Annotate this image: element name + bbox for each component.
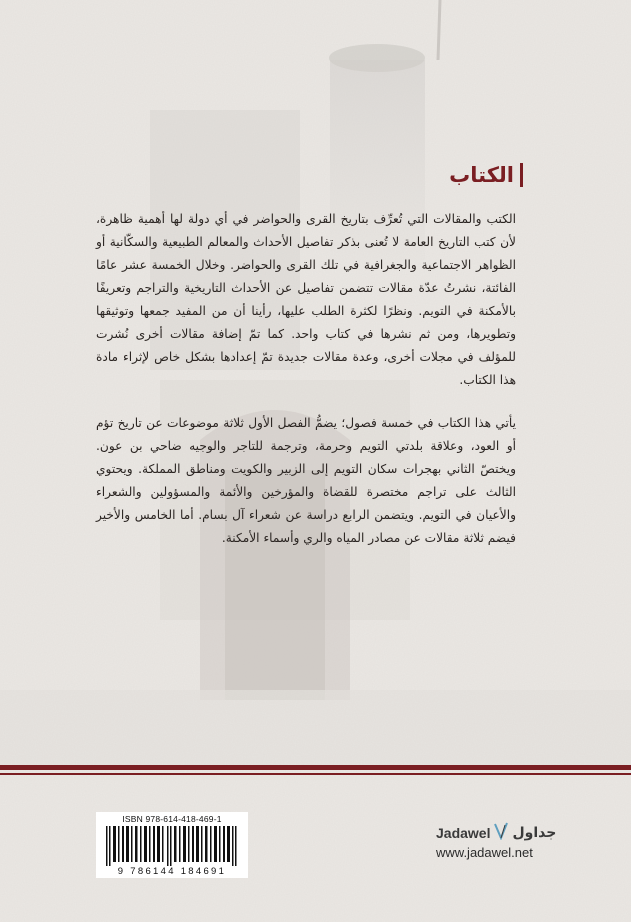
heading-accent-bar — [520, 163, 523, 187]
description-paragraph-1: الكتب والمقالات التي تُعرِّف بتاريخ القرى والحواضر في أي دولة لها أهمية ظاهرة، لأن كتب التاريخ العامة لا تُعنى بذكر تفاصيل الأحداث والمعالم الطبيعية والسكّانية أو الظواهر الاجتماعية والجغرافية في تلك القرى والحواضر. وخلال الخمسة عشر عامًا الفائتة، نشرتُ عدّة مقالات تتضمن تفاصيل عن الأحداث التاريخية والتراجم وتعريفًا بالأمكنة في التويم. ونظرًا لكثرة الطلب عليها، رأينا أن من المفيد جمعها وتوثيقها وتطويرها، ومن ثم نشرها في كتاب واحد. كما تمّ إضافة مقالات أخرى نُشرت للمؤلف في مجلات أخرى، وعدة مقالات جديدة تمّ إعدادها بشكل خاص لإثراء مادة هذا الكتاب. — [96, 212, 516, 387]
publisher-logo — [436, 822, 566, 872]
publisher-website: www.jadawel.net — [436, 845, 533, 860]
description-paragraph-2: يأتي هذا الكتاب في خمسة فصول؛ يضمُّ الفصل الأول ثلاثة موضوعات عن تاريخ تؤم أو العود، وعلاقة بلدتي التويم وحرمة، وترجمة للتاجر والوجيه ضاحي بن عون. ويختصّ الثاني بهجرات سكان التويم إلى الزبير والكويت ومناطق المملكة. ويحتوي الثالث على تراجم مختصرة للقضاة والمؤرخين والأئمة والمسؤولين والشعراء والأعيان في التويم. ويتضمن الرابع دراسة عن شعراء آل بسام. أما الخامس والأخير فيضم ثلاثة مقالات عن مصادر المياه والري وأسماء الأمكنة. — [96, 416, 516, 545]
divider-thin — [0, 773, 631, 775]
publisher-name-ar: جداول — [512, 825, 557, 841]
section-heading — [449, 163, 523, 187]
section-title: الكتاب — [449, 163, 514, 187]
divider-thick — [0, 765, 631, 770]
isbn-label: ISBN 978-614-418-469-1 — [122, 814, 222, 824]
publisher-name-en: Jadawel — [436, 825, 491, 841]
barcode-digits: 9 786144 184691 — [117, 866, 227, 877]
barcode-bars — [104, 826, 240, 866]
isbn-barcode — [96, 812, 248, 878]
quill-v-icon — [494, 822, 508, 844]
